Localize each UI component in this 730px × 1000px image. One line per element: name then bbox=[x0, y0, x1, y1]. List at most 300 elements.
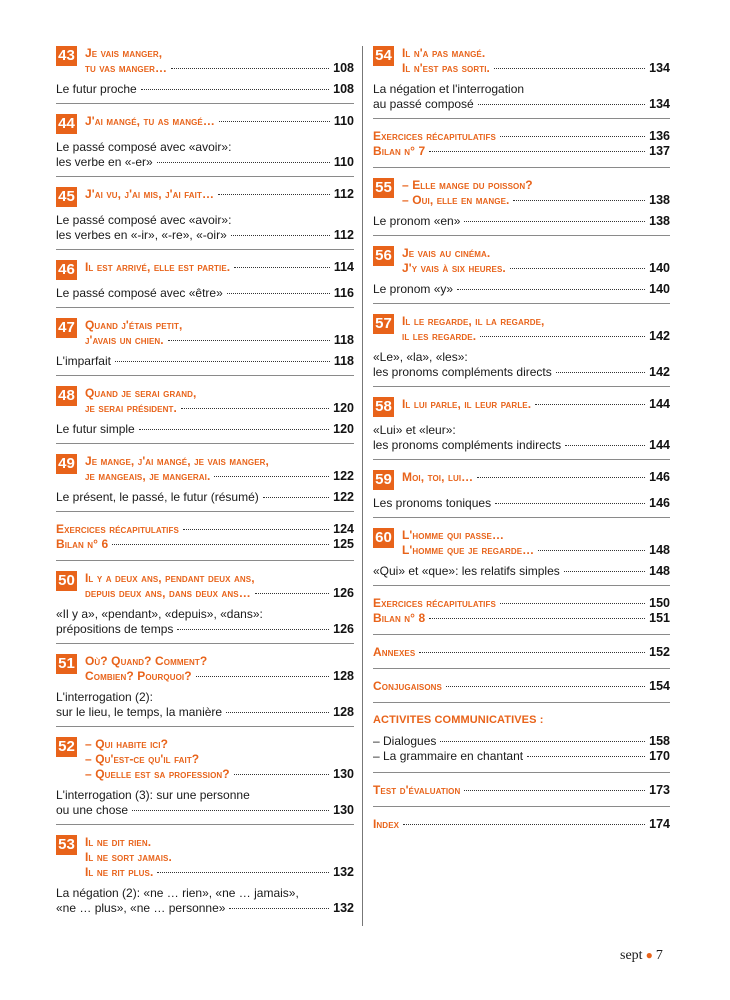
toc-entry-51 bbox=[56, 654, 354, 727]
lesson-title-line-text: Quand j'étais petit, bbox=[85, 318, 183, 332]
leader-dots bbox=[157, 162, 330, 163]
toc-entry-58 bbox=[373, 397, 670, 460]
lesson-topic-line[interactable] bbox=[56, 155, 354, 170]
lesson-title-line-text: Il n'a pas mangé. bbox=[402, 46, 486, 60]
lesson-heading[interactable] bbox=[56, 571, 354, 601]
lesson-topic-line[interactable] bbox=[56, 607, 354, 622]
lesson-title-line-text: Je vais au cinéma. bbox=[402, 246, 491, 260]
lesson-title-line[interactable] bbox=[402, 261, 670, 276]
lesson-topic-line-text: Le présent, le passé, le futur (résumé) bbox=[56, 490, 259, 504]
lesson-title-line[interactable] bbox=[402, 543, 670, 558]
toc-special-line-text: Exercices récapitulatifs bbox=[373, 596, 496, 610]
lesson-heading[interactable] bbox=[373, 178, 670, 208]
lesson-title-line[interactable] bbox=[85, 835, 354, 850]
lesson-title-line-text: Moi, toi, lui… bbox=[402, 470, 474, 484]
activites-heading-text: ACTIVITES COMMUNICATIVES : bbox=[373, 714, 544, 726]
toc-special-line[interactable] bbox=[373, 611, 670, 626]
lesson-topic-line-text: L'interrogation (3): sur une personne bbox=[56, 788, 250, 802]
lesson-topic-line[interactable] bbox=[56, 705, 354, 720]
lesson-topic-line-text: les pronoms compléments directs bbox=[373, 365, 552, 379]
page-number: 116 bbox=[333, 286, 354, 300]
lesson-title-line-text: Il le regarde, il la regarde, bbox=[402, 314, 545, 328]
leader-dots bbox=[478, 104, 645, 105]
leader-dots bbox=[494, 68, 645, 69]
lesson-title-line[interactable] bbox=[85, 401, 354, 416]
lesson-topic-line[interactable] bbox=[56, 286, 354, 301]
lesson-title-line[interactable] bbox=[402, 61, 670, 76]
page-number: 128 bbox=[333, 669, 354, 683]
lesson-title-line-text: depuis deux ans, dans deux ans… bbox=[85, 586, 251, 600]
lesson-topic bbox=[373, 350, 670, 380]
toc-special-line-text: Bilan n° 6 bbox=[56, 537, 109, 551]
lesson-topic-line[interactable] bbox=[56, 422, 354, 437]
lesson-heading[interactable] bbox=[373, 397, 670, 417]
lesson-topic-line[interactable] bbox=[373, 214, 670, 229]
toc-special-line-text: Annexes bbox=[373, 645, 416, 659]
lesson-topic bbox=[373, 496, 670, 511]
toc-entry-48 bbox=[56, 386, 354, 444]
lesson-title-line[interactable] bbox=[85, 318, 354, 333]
leader-dots bbox=[500, 603, 645, 604]
lesson-topic bbox=[373, 214, 670, 229]
lesson-heading[interactable] bbox=[56, 46, 354, 76]
page-number: 138 bbox=[649, 193, 670, 207]
leader-dots bbox=[115, 361, 330, 362]
lesson-heading[interactable] bbox=[373, 470, 670, 490]
page-number: 118 bbox=[333, 333, 354, 347]
lesson-topic-line-text: Le pronom «y» bbox=[373, 282, 454, 296]
leader-dots bbox=[132, 810, 329, 811]
lesson-heading[interactable] bbox=[56, 654, 354, 684]
leader-dots bbox=[263, 497, 329, 498]
lesson-topic bbox=[373, 282, 670, 297]
lesson-topic-line-text: «Qui» et «que»: les relatifs simples bbox=[373, 564, 560, 578]
lesson-title-line-text: Il lui parle, il leur parle. bbox=[402, 397, 532, 411]
lesson-title-line[interactable] bbox=[85, 187, 354, 202]
page-footer bbox=[620, 948, 663, 964]
toc-entry-56 bbox=[373, 246, 670, 304]
lesson-topic-line[interactable] bbox=[56, 788, 354, 803]
toc-entry-50 bbox=[56, 571, 354, 644]
lesson-title-line-text: Il ne dit rien. bbox=[85, 835, 152, 849]
leader-dots bbox=[527, 756, 645, 757]
leader-dots bbox=[231, 235, 330, 236]
lesson-title-line[interactable] bbox=[85, 454, 354, 469]
leader-dots bbox=[513, 200, 645, 201]
lesson-number-badge: 47 bbox=[56, 318, 77, 338]
lesson-title-line[interactable] bbox=[85, 669, 354, 684]
lesson-title-line-text: L'homme qui passe… bbox=[402, 528, 505, 542]
toc-special-line[interactable] bbox=[373, 645, 670, 660]
toc-special-line[interactable] bbox=[373, 144, 670, 159]
lesson-title bbox=[402, 46, 670, 76]
lesson-topic-line-text: sur le lieu, le temps, la manière bbox=[56, 705, 223, 719]
lesson-title-line-text: j'avais un chien. bbox=[85, 333, 164, 347]
page-number: 154 bbox=[649, 679, 670, 693]
lesson-topic-line-text: les pronoms compléments indirects bbox=[373, 438, 562, 452]
lesson-title-line[interactable] bbox=[402, 46, 670, 61]
leader-dots bbox=[157, 872, 329, 873]
lesson-number-badge: 49 bbox=[56, 454, 77, 474]
lesson-heading[interactable] bbox=[373, 246, 670, 276]
lesson-title bbox=[85, 46, 354, 76]
leader-dots bbox=[171, 68, 329, 69]
lesson-number-badge: 60 bbox=[373, 528, 394, 548]
lesson-heading[interactable] bbox=[373, 314, 670, 344]
page-number: 174 bbox=[649, 817, 670, 831]
leader-dots bbox=[168, 340, 330, 341]
lesson-title-line[interactable] bbox=[85, 114, 354, 129]
toc-special-line-text: Bilan n° 8 bbox=[373, 611, 426, 625]
page-number: 108 bbox=[333, 82, 354, 96]
leader-dots bbox=[229, 908, 329, 909]
leader-dots bbox=[440, 741, 645, 742]
toc-special-line[interactable] bbox=[56, 522, 354, 537]
lesson-title bbox=[85, 260, 354, 275]
leader-dots bbox=[234, 267, 330, 268]
lesson-topic-line-text: Le passé composé avec «être» bbox=[56, 286, 223, 300]
lesson-title-line[interactable] bbox=[402, 528, 670, 543]
lesson-topic-line-text: L'interrogation (2): bbox=[56, 690, 154, 704]
lesson-title-line-text: Je mange, j'ai mangé, je vais manger, bbox=[85, 454, 269, 468]
leader-dots bbox=[446, 686, 645, 687]
lesson-topic bbox=[56, 886, 354, 916]
lesson-heading[interactable] bbox=[56, 454, 354, 484]
page-number: 108 bbox=[333, 61, 354, 75]
lesson-topic bbox=[56, 690, 354, 720]
toc-entry-54 bbox=[373, 46, 670, 119]
lesson-heading[interactable] bbox=[373, 46, 670, 76]
page-number: 140 bbox=[649, 282, 670, 296]
lesson-title-line[interactable] bbox=[85, 260, 354, 275]
toc-special-section bbox=[373, 129, 670, 168]
leader-dots bbox=[218, 194, 330, 195]
lesson-title-line[interactable] bbox=[85, 737, 354, 752]
activites-item[interactable] bbox=[373, 749, 670, 764]
lesson-topic-line[interactable] bbox=[56, 690, 354, 705]
lesson-title bbox=[402, 178, 670, 208]
toc-entry-52 bbox=[56, 737, 354, 825]
leader-dots bbox=[535, 404, 645, 405]
page-number: 140 bbox=[649, 261, 670, 275]
lesson-title-line-text: – Qu'est-ce qu'il fait? bbox=[85, 752, 200, 766]
lesson-title-line-text: il les regarde. bbox=[402, 329, 477, 343]
toc-special-line[interactable] bbox=[373, 817, 670, 832]
page-number: 132 bbox=[333, 901, 354, 915]
page-number: 130 bbox=[333, 803, 354, 817]
toc-entry-43 bbox=[56, 46, 354, 104]
toc-special-line-text: Conjugaisons bbox=[373, 679, 442, 693]
page-number: 146 bbox=[649, 470, 670, 484]
lesson-title-line-text: Il ne rit plus. bbox=[85, 865, 154, 879]
lesson-title-line[interactable] bbox=[85, 767, 354, 782]
lesson-topic-line-text: «ne … plus», «ne … personne» bbox=[56, 901, 226, 915]
lesson-heading[interactable] bbox=[56, 318, 354, 348]
lesson-title-line-text: Il y a deux ans, pendant deux ans, bbox=[85, 571, 255, 585]
toc-special-line-text: Index bbox=[373, 817, 400, 831]
toc-special-line[interactable] bbox=[373, 679, 670, 694]
lesson-topic-line-text: L'imparfait bbox=[56, 354, 111, 368]
lesson-topic-line[interactable] bbox=[56, 213, 354, 228]
lesson-title-line-text: J'ai mangé, tu as mangé… bbox=[85, 114, 215, 128]
lesson-topic-line-text: prépositions de temps bbox=[56, 622, 174, 636]
lesson-title-line-text: – Qui habite ici? bbox=[85, 737, 169, 751]
lesson-title-line[interactable] bbox=[402, 470, 670, 485]
page-number: 120 bbox=[333, 401, 354, 415]
page-number: 138 bbox=[649, 214, 670, 228]
lesson-topic bbox=[56, 788, 354, 818]
lesson-title bbox=[85, 187, 354, 202]
lesson-topic bbox=[56, 490, 354, 505]
page-number: 137 bbox=[649, 144, 670, 158]
leader-dots bbox=[477, 477, 645, 478]
lesson-title-line[interactable] bbox=[402, 397, 670, 412]
leader-dots bbox=[495, 503, 645, 504]
lesson-number-badge: 48 bbox=[56, 386, 77, 406]
toc-entry-46 bbox=[56, 260, 354, 308]
lesson-title-line-text: tu vas manger… bbox=[85, 61, 168, 75]
toc-special-line[interactable] bbox=[56, 537, 354, 552]
toc-special-line[interactable] bbox=[373, 783, 670, 798]
leader-dots bbox=[419, 652, 645, 653]
lesson-number-badge: 45 bbox=[56, 187, 77, 207]
lesson-title-line[interactable] bbox=[85, 386, 354, 401]
leader-dots bbox=[196, 676, 329, 677]
page-number: 126 bbox=[333, 586, 354, 600]
lesson-topic-line[interactable] bbox=[56, 901, 354, 916]
lesson-topic bbox=[56, 82, 354, 97]
activites-item-text: – Dialogues bbox=[373, 734, 437, 748]
lesson-topic-line[interactable] bbox=[373, 438, 670, 453]
lesson-title-line-text: J'y vais à six heures. bbox=[402, 261, 506, 275]
lesson-number-badge: 57 bbox=[373, 314, 394, 334]
lesson-number-badge: 44 bbox=[56, 114, 77, 134]
footer-word: sept bbox=[620, 948, 643, 963]
leader-dots bbox=[500, 136, 645, 137]
lesson-title bbox=[85, 114, 354, 129]
lesson-topic bbox=[56, 213, 354, 243]
lesson-title-line[interactable] bbox=[85, 469, 354, 484]
toc-entry-44 bbox=[56, 114, 354, 177]
leader-dots bbox=[112, 544, 329, 545]
toc-special-line[interactable] bbox=[373, 596, 670, 611]
lesson-topic-line-text: Le passé composé avec «avoir»: bbox=[56, 213, 232, 227]
leader-dots bbox=[181, 408, 329, 409]
lesson-title-line[interactable] bbox=[402, 178, 670, 193]
lesson-topic-line[interactable] bbox=[373, 282, 670, 297]
lesson-title-line-text: Je vais manger, bbox=[85, 46, 163, 60]
lesson-topic bbox=[56, 140, 354, 170]
lesson-heading[interactable] bbox=[56, 260, 354, 280]
lesson-title-line[interactable] bbox=[402, 193, 670, 208]
leader-dots bbox=[214, 476, 329, 477]
leader-dots bbox=[565, 445, 645, 446]
lesson-title bbox=[402, 528, 670, 558]
lesson-topic-line[interactable] bbox=[373, 496, 670, 511]
lesson-title bbox=[85, 737, 354, 782]
lesson-topic-line[interactable] bbox=[373, 365, 670, 380]
toc-special-line-text: Test d'évaluation bbox=[373, 783, 461, 797]
leader-dots bbox=[255, 593, 329, 594]
toc-special-line[interactable] bbox=[373, 129, 670, 144]
lesson-topic-line[interactable] bbox=[373, 350, 670, 365]
toc-entry-57 bbox=[373, 314, 670, 387]
toc-entry-55 bbox=[373, 178, 670, 236]
activites-section bbox=[373, 713, 670, 773]
lesson-number-badge: 55 bbox=[373, 178, 394, 198]
page-number: 122 bbox=[333, 469, 354, 483]
lesson-topic-line[interactable] bbox=[56, 622, 354, 637]
lesson-title-line[interactable] bbox=[85, 865, 354, 880]
lesson-topic-line-text: les verbe en «-er» bbox=[56, 155, 153, 169]
footer-page-number: 7 bbox=[655, 948, 663, 963]
page-number: 125 bbox=[333, 537, 354, 551]
lesson-number-badge: 46 bbox=[56, 260, 77, 280]
lesson-title bbox=[402, 246, 670, 276]
page-number: 112 bbox=[333, 187, 354, 201]
lesson-number-badge: 52 bbox=[56, 737, 77, 757]
lesson-topic-line-text: «Il y a», «pendant», «depuis», «dans»: bbox=[56, 607, 263, 621]
lesson-topic-line[interactable] bbox=[373, 564, 670, 579]
page-number: 134 bbox=[649, 61, 670, 75]
lesson-topic bbox=[373, 423, 670, 453]
lesson-title-line[interactable] bbox=[85, 61, 354, 76]
lesson-topic-line[interactable] bbox=[56, 82, 354, 97]
lesson-topic-line-text: Le futur simple bbox=[56, 422, 135, 436]
toc-right-inner bbox=[363, 46, 670, 840]
lesson-title-line-text: – Elle mange du poisson? bbox=[402, 178, 533, 192]
lesson-title bbox=[85, 454, 354, 484]
leader-dots bbox=[227, 293, 330, 294]
lesson-title-line[interactable] bbox=[402, 314, 670, 329]
page-number: 132 bbox=[333, 865, 354, 879]
lesson-title bbox=[85, 386, 354, 416]
page-number: 170 bbox=[649, 749, 670, 763]
lesson-topic bbox=[373, 82, 670, 112]
lesson-title-line[interactable] bbox=[85, 46, 354, 61]
leader-dots bbox=[139, 429, 329, 430]
leader-dots bbox=[234, 774, 329, 775]
leader-dots bbox=[429, 618, 645, 619]
lesson-title-line[interactable] bbox=[85, 586, 354, 601]
lesson-title-line-text: je mangeais, je mangerai. bbox=[85, 469, 211, 483]
lesson-title-line-text: Il ne sort jamais. bbox=[85, 850, 172, 864]
lesson-heading[interactable] bbox=[373, 528, 670, 558]
lesson-topic-line[interactable] bbox=[56, 354, 354, 369]
lesson-topic-line[interactable] bbox=[56, 886, 354, 901]
leader-dots bbox=[226, 712, 329, 713]
page-number: 146 bbox=[649, 496, 670, 510]
lesson-number-badge: 54 bbox=[373, 46, 394, 66]
page-number: 110 bbox=[333, 114, 354, 128]
page-number: 144 bbox=[649, 397, 670, 411]
lesson-heading[interactable] bbox=[56, 737, 354, 782]
lesson-title bbox=[85, 318, 354, 348]
lesson-topic-line-text: Le passé composé avec «avoir»: bbox=[56, 140, 232, 154]
lesson-title-line[interactable] bbox=[85, 850, 354, 865]
lesson-number-badge: 53 bbox=[56, 835, 77, 855]
leader-dots bbox=[464, 221, 645, 222]
lesson-topic-line-text: au passé composé bbox=[373, 97, 474, 111]
lesson-topic-line-text: La négation et l'interrogation bbox=[373, 82, 525, 96]
lesson-topic-line[interactable] bbox=[56, 140, 354, 155]
toc-special-section bbox=[373, 817, 670, 840]
lesson-topic-line[interactable] bbox=[56, 803, 354, 818]
leader-dots bbox=[141, 89, 329, 90]
lesson-topic-line[interactable] bbox=[56, 228, 354, 243]
leader-dots bbox=[510, 268, 645, 269]
page-number: 114 bbox=[333, 260, 354, 274]
lesson-topic-line[interactable] bbox=[373, 82, 670, 97]
lesson-title-line[interactable] bbox=[402, 246, 670, 261]
activites-item[interactable] bbox=[373, 734, 670, 749]
leader-dots bbox=[464, 790, 645, 791]
lesson-topic-line[interactable] bbox=[373, 423, 670, 438]
lesson-number-badge: 58 bbox=[373, 397, 394, 417]
toc-right-column bbox=[362, 46, 670, 926]
page-number: 126 bbox=[333, 622, 354, 636]
leader-dots bbox=[403, 824, 645, 825]
lesson-title bbox=[402, 314, 670, 344]
leader-dots bbox=[177, 629, 329, 630]
toc-left-column bbox=[56, 46, 354, 932]
lesson-title-line[interactable] bbox=[85, 752, 354, 767]
page-number: 122 bbox=[333, 490, 354, 504]
lesson-number-badge: 51 bbox=[56, 654, 77, 674]
toc-special-section bbox=[373, 596, 670, 635]
lesson-topic bbox=[373, 564, 670, 579]
page-number: 130 bbox=[333, 767, 354, 781]
lesson-title bbox=[85, 835, 354, 880]
leader-dots bbox=[480, 336, 645, 337]
lesson-title-line[interactable] bbox=[85, 571, 354, 586]
lesson-topic-line[interactable] bbox=[56, 490, 354, 505]
footer-bullet-icon: ● bbox=[645, 948, 653, 962]
toc-entry-47 bbox=[56, 318, 354, 376]
lesson-title-line-text: J'ai vu, j'ai mis, j'ai fait… bbox=[85, 187, 215, 201]
page-number: 142 bbox=[649, 365, 670, 379]
toc-entry-60 bbox=[373, 528, 670, 586]
lesson-heading[interactable] bbox=[56, 386, 354, 416]
lesson-title bbox=[402, 470, 670, 485]
lesson-title-line[interactable] bbox=[402, 329, 670, 344]
toc-special-section bbox=[373, 645, 670, 669]
lesson-title-line[interactable] bbox=[85, 654, 354, 669]
lesson-title-line[interactable] bbox=[85, 333, 354, 348]
toc-entry-59 bbox=[373, 470, 670, 518]
lesson-title-line-text: je serai président. bbox=[85, 401, 177, 415]
lesson-topic-line[interactable] bbox=[373, 97, 670, 112]
lesson-number-badge: 50 bbox=[56, 571, 77, 591]
lesson-number-badge: 43 bbox=[56, 46, 77, 66]
lesson-topic bbox=[56, 286, 354, 301]
activites-heading bbox=[373, 713, 670, 728]
page-number: 110 bbox=[333, 155, 354, 169]
leader-dots bbox=[183, 529, 329, 530]
page-number: 148 bbox=[649, 564, 670, 578]
page-number: 118 bbox=[333, 354, 354, 368]
page-number: 120 bbox=[333, 422, 354, 436]
lesson-topic bbox=[56, 422, 354, 437]
lesson-heading[interactable] bbox=[56, 835, 354, 880]
leader-dots bbox=[556, 372, 645, 373]
lesson-topic-line-text: Le pronom «en» bbox=[373, 214, 461, 228]
lesson-heading[interactable] bbox=[56, 114, 354, 134]
lesson-title-line-text: Quand je serai grand, bbox=[85, 386, 197, 400]
lesson-title-line-text: Il est arrivé, elle est partie. bbox=[85, 260, 231, 274]
lesson-heading[interactable] bbox=[56, 187, 354, 207]
toc-special-section bbox=[373, 679, 670, 703]
